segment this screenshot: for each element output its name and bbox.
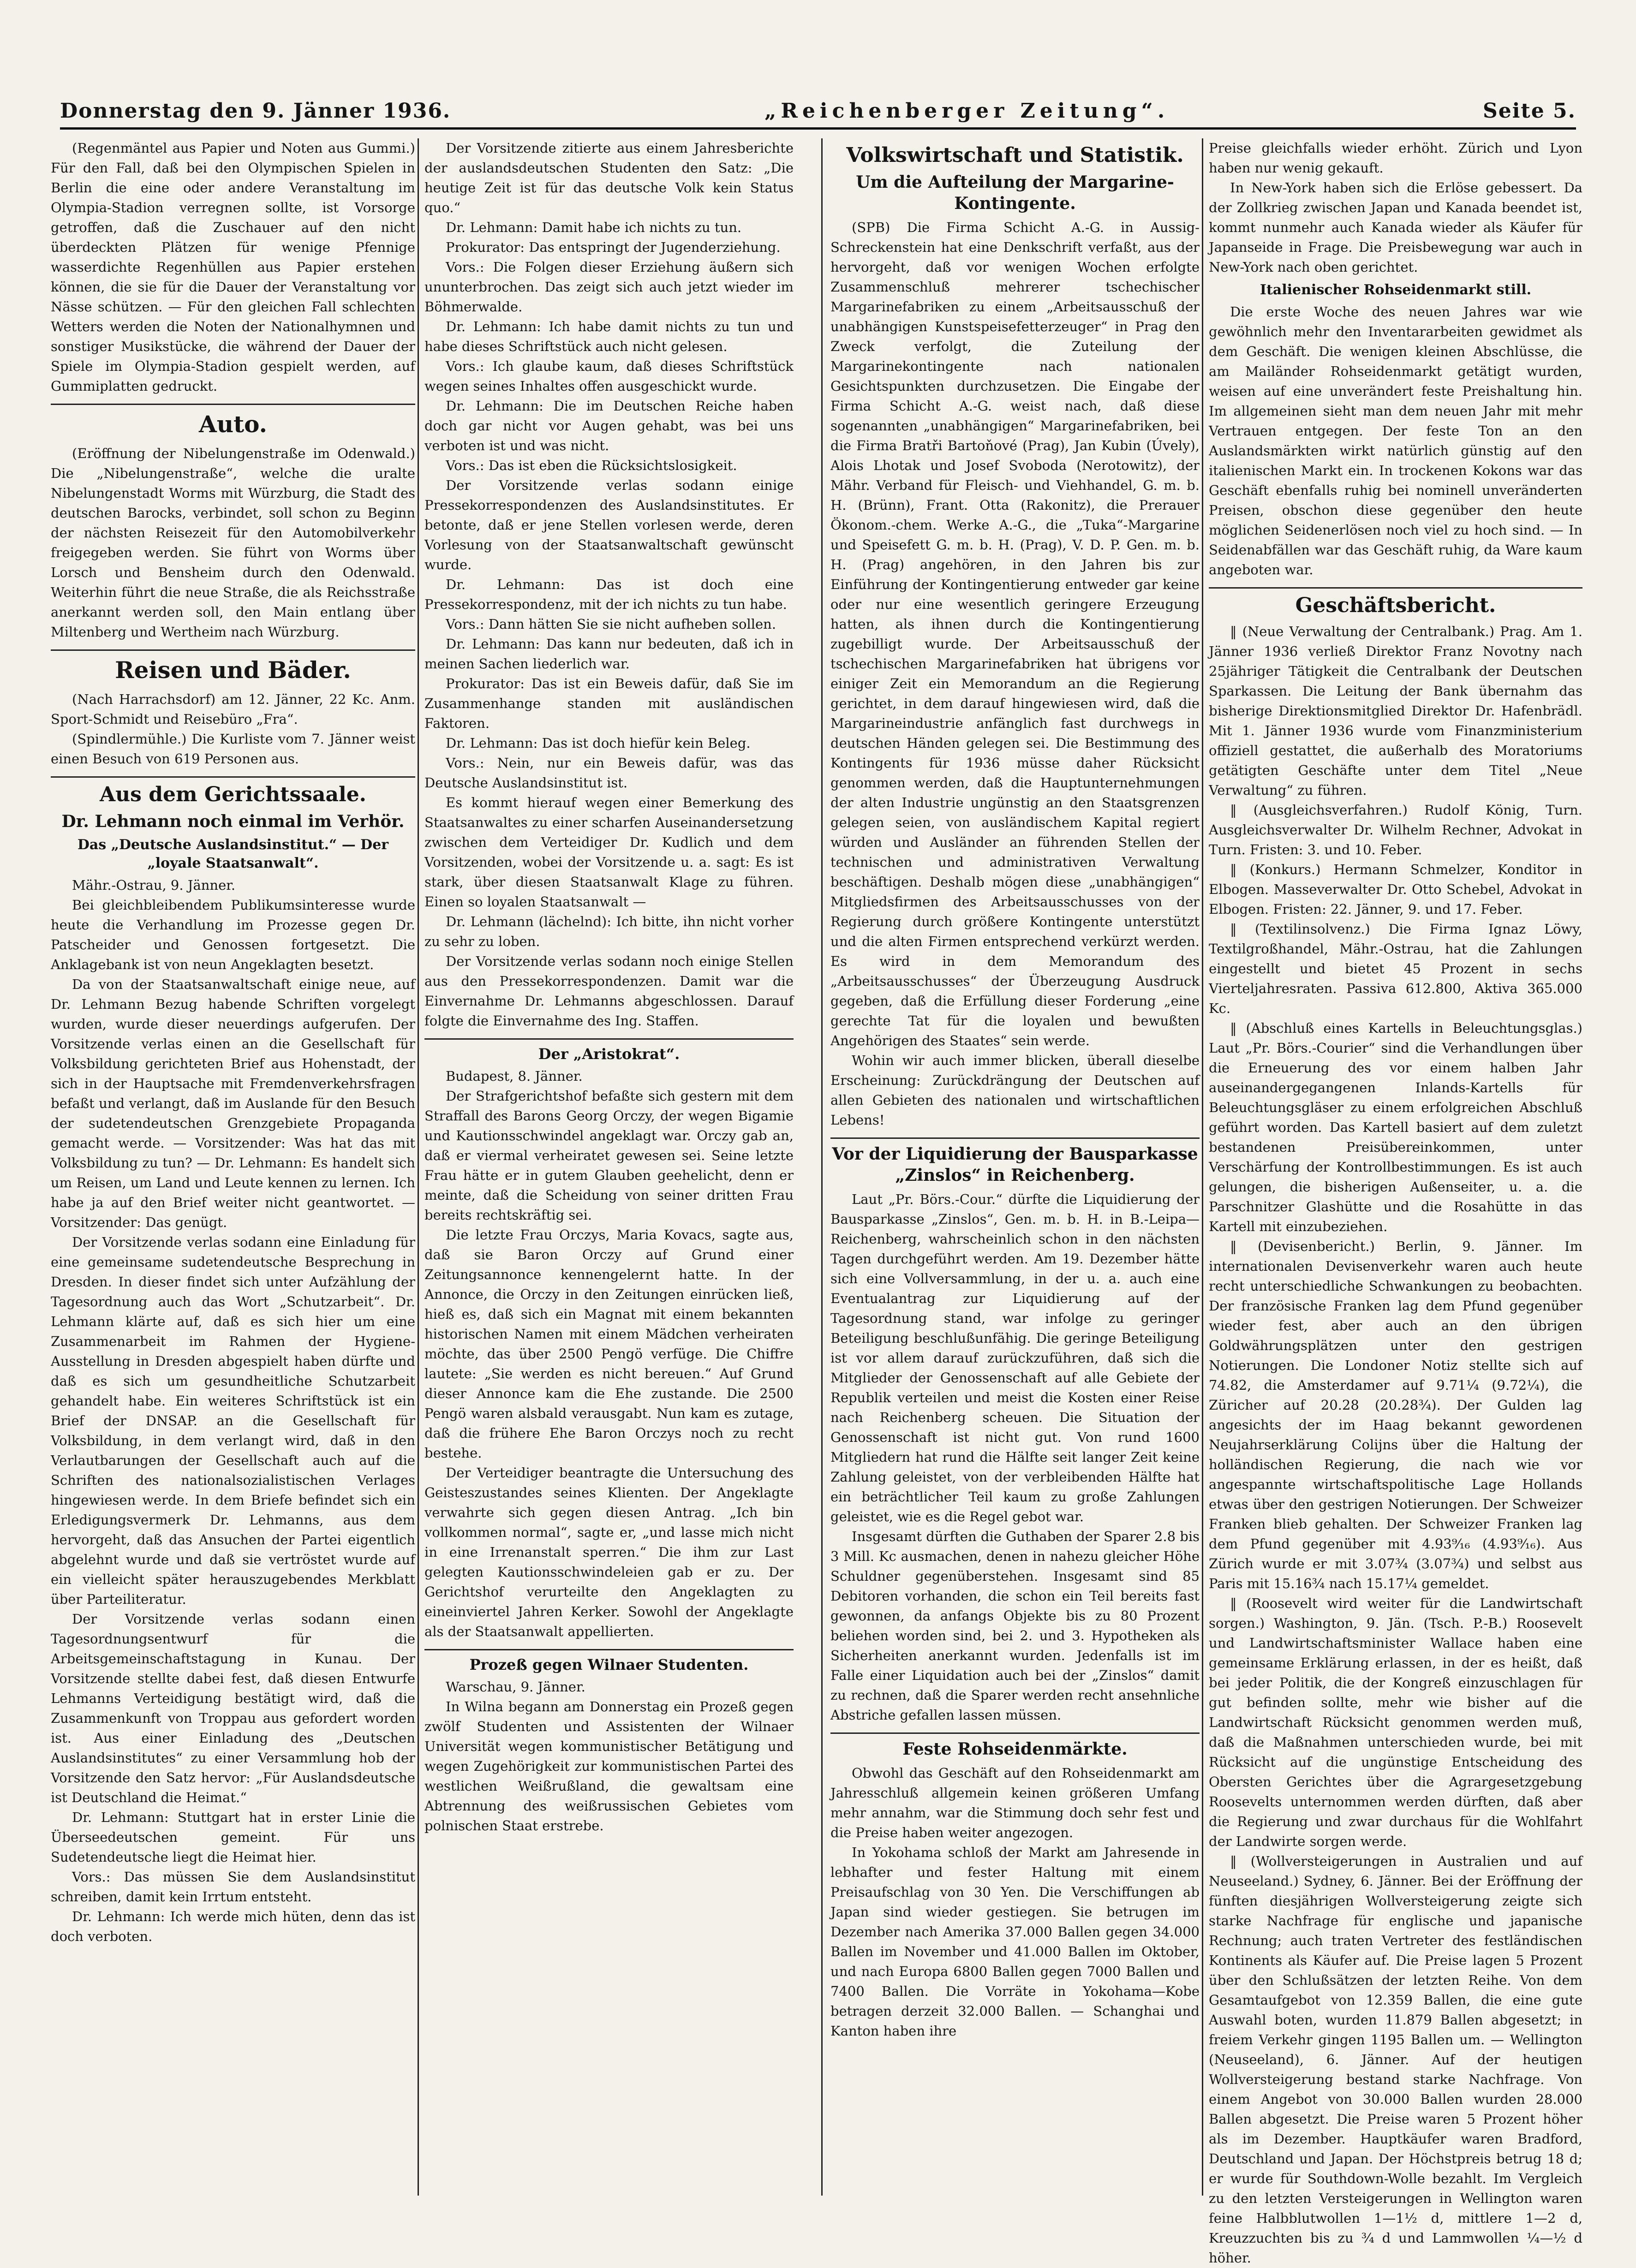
paragraph: Da von der Staatsanwaltschaft einige neue, auf Dr. Lehmann Bezug habende Schriften vorgelegt wurden, wurde dieser neuerdings aufgerufen. Der Vorsitzende verlas einen an die Gesellschaft für Volksbildung gerichteten Brief aus Hohenstadt, der sich in der Hauptsache mit Fremdenverkehrsfragen befaßt und verlangt, daß im Auslande für den Besuch der sudetendeutschen Grenzgebiete Propaganda gemacht werde. — Vorsitzender: Was hat das mit Volksbildung zu tun? — Dr. Lehmann: Es handelt sich um Reisen, um Land und Leute kennen zu lernen. Ich habe ja auf den Brief weiter nicht geantwortet. — Vorsitzender: Das genügt. bbox=[51, 976, 415, 1230]
paragraph: Bei gleichbleibendem Publikumsinteresse wurde heute die Verhandlung im Prozesse gegen Dr. Patscheider und Genossen fortgesetzt. Die Anklagebank ist von neun Angeklagten besetzt. bbox=[51, 897, 415, 972]
paragraph: Wohin wir auch immer blicken, überall dieselbe Erscheinung: Zurückdrängung der Deutschen auf allen Gebieten des nationalen und wirtschaftlichen Lebens! bbox=[830, 1053, 1200, 1128]
paragraph: In Yokohama schloß der Markt am Jahresende in lebhafter und fester Haltung mit einem Preisaufschlag von 30 Yen. Die Verschiffungen ab Japan sind wieder gestiegen. Sie betrugen im Dezember nach Amerika 37.000 Ballen gegen 34.000 Ballen im November und 41.000 Ballen im Oktober, und nach Europa 6800 Ballen gegen 7000 Ballen und 7400 Ballen. Die Vorräte in Yokohama—Kobe betragen derzeit 32.000 Ballen. — Schanghai und Kanton haben ihre bbox=[830, 1845, 1200, 2039]
header-date: Donnerstag den 9. Jänner 1936. bbox=[60, 99, 451, 123]
paragraph: Insgesamt dürften die Guthaben der Sparer 2.8 bis 3 Mill. Kc ausmachen, denen in nahezu gleicher Höhe Schuldner gegenüberstehen. Insgesamt sind 85 Debitoren vorhanden, die schon ein Teil bereits fast gewonnen, da anfangs Objekte bis zu 80 Prozent beliehen worden sind, bei 2. und 3. Hypotheken als Sicherheiten anerkannt wurden. Jedenfalls ist im Falle einer Liquidation auch bei der „Zinslos“ damit zu rechnen, daß die Sparer werden recht ansehnliche Abstriche gefallen lassen müssen. bbox=[830, 1529, 1200, 1723]
paragraph: Dr. Lehmann: Die im Deutschen Reiche haben doch gar nicht vor Augen gehabt, was bei uns verboten ist und was nicht. bbox=[424, 398, 794, 453]
section-heading-geschaeftsbericht: Geschäftsbericht. bbox=[1295, 594, 1496, 617]
section-heading-gerichtssaal: Aus dem Gerichtssaale. bbox=[99, 783, 366, 806]
paragraph: Laut „Pr. Börs.-Cour.“ dürfte die Liquidierung der Bausparkasse „Zinslos“, Gen. m. b. H. in B.-Leipa—Reichenberg, wahrscheinlich schon in den nächsten Tagen durchgeführt werden. Am 19. Dezember hätte sich eine Vollversammlung, in der u. a. auch eine Eventualantrag zur Liquidierung auf der Tagesordnung stand, war infolge zu geringer Beteiligung beschlußunfähig. Die geringe Beteiligung ist vor allem darauf zurückzuführen, daß sich die Mitglieder der Genossenschaft auf alle Gebiete der Republik verteilen und meist die Kosten einer Reise nach Reichenberg scheuen. Die Situation der Genossenschaft ist nicht gut. Von rund 1600 Mitgliedern hat rund die Hälfte seit langer Zeit keine Zahlung geleistet, von der verbleibenden Hälfte hat ein beträchtlicher Teil kaum zu große Zahlungen geleistet, wie es die Regel gebot war. bbox=[830, 1191, 1200, 1524]
paragraph: Prokurator: Das entspringt der Jugenderziehung. bbox=[446, 239, 781, 255]
paragraph: ‖ (Neue Verwaltung der Centralbank.) Prag. Am 1. Jänner 1936 verließ Direktor Franz Novotny nach 25jähriger Tätigkeit die Centralbank der Deutschen Sparkassen. Die Leitung der Bank übernahm das bisherige Direktionsmitglied Direktor Dr. Hafenbrädl. Mit 1. Jänner 1936 wurde vom Finanzministerium offiziell gestattet, die außerhalb des Moratoriums getätigten Geschäfte unter dem Titel „Neue Verwaltung“ zu führen. bbox=[1209, 624, 1582, 798]
section-heading-reisen: Reisen und Bäder. bbox=[115, 656, 351, 684]
paragraph: ‖ (Abschluß eines Kartells in Beleuchtungsglas.) Laut „Pr. Börs.-Courier“ sind die Verhandlungen über die Erneuerung des vor einem halben Jahr auseinandergegangenen Inlands-Kartells für Beleuchtungsgläser zu einem erfolgreichen Abschluß geführt worden. Das Kartell basiert auf dem zuletzt bestandenen Preisübereinkommen, unter Verschärfung der Kontrollbestimmungen. Es ist auch gelungen, die bisherigen Außenseiter, u. a. die Parschnitzer Glashütte und die Rosahütte in das Kartell mit einzubeziehen. bbox=[1209, 1020, 1582, 1234]
paragraph: ‖ (Roosevelt wird weiter für die Landwirtschaft sorgen.) Washington, 9. Jän. (Tsch. P.-B.) Roosevelt und Landwirtschaftsminister Wallace haben eine gemeinsame Erklärung erlassen, in der es heißt, daß bei jeder Politik, die der Kongreß einzuschlagen für gut befinden sollte, mehr wie bisher auf die Landwirtschaft Rücksicht genommen werden muß, daß die Maßnahmen unterschieden wurde, bei mit Rücksicht auf die ungünstige Entscheidung des Obersten Gerichtes über die Agrargesetzgebung Roosevelts unternommen werden dürften, daß aber die Regierung und zwar durchaus für die Wohlfahrt der Landwirte sorgen werde. bbox=[1209, 1595, 1582, 1849]
column-1 bbox=[51, 138, 415, 2196]
paragraph: Preise gleichfalls wieder erhöht. Zürich und Lyon haben nur wenig gekauft. bbox=[1209, 140, 1582, 176]
paragraph: ‖ (Textilinsolvenz.) Die Firma Ignaz Löwy, Textilgroßhandel, Mähr.-Ostrau, hat die Zahlungen eingestellt und bietet 45 Prozent in sechs Vierteljahresraten. Passiva 612.800, Aktiva 365.000 Kc. bbox=[1209, 921, 1582, 1016]
divider bbox=[424, 1649, 794, 1650]
dateline: Warschau, 9. Jänner. bbox=[446, 1679, 585, 1695]
paragraph: (SPB) Die Firma Schicht A.-G. in Aussig-Schreckenstein hat eine Denkschrift verfaßt, aus der hervorgeht, daß vor wenigen Wochen erfolgte Zusammenschluß mehrerer tschechischer Margarinefabriken zu einem „Arbeitsausschuß der unabhängigen Kunstspeisefetterzeuger“ in Prag den Zweck verfolgt, die Zuteilung der Margarinekontingente nach nationalen Gesichtspunkten durchzusetzen. Die Eingabe der Firma Schicht A.-G. weist nach, daß diese sogenannten „unabhängigen“ Margarinefabriken, bei die Firma Bratři Bartoňové (Prag), Jan Kubin (Úvely), Alois Lhotak und Josef Svoboda (Nerotowitz), der Mähr. Verband für Fleisch- und Viehhandel, G. m. b. H. (Brünn), Frant. Otta (Rakonitz), die Prerauer Ökonom.-chem. Werke A.-G., die „Tuka“-Margarine und Speisefett G. m. b. H. (Prag), V. D. P. Gen. m. b. H. (Prag) angehören, in den Jahren bis zur Einführung der Kontingentierung entweder gar keine oder nur eine wesentlich geringere Erzeugung hatten, als ihnen durch die Kontingentierung zugebilligt wurde. Der Arbeitsausschuß der tschechischen Margarinefabriken hat übrigens vor einiger Zeit ein Memorandum an die Regierung gerichtet, in dem darauf hingewiesen wird, daß die Margarineindustrie anfänglich fast durchwegs in deutschen Händen gelegen sei. Die Bestimmung des Kontingents für 1936 müsse daher Rücksicht genommen werden, daß die Hauptunternehmungen der alten Industrie ungünstig an den Staatsgrenzen gelegen seien, von ausländischem Kapital regiert würden und Ausländer an führenden Stellen der technischen und administrativen Verwaltung beschäftigen. Deshalb mögen diese „unabhängigen“ Mitgliedsfirmen des Arbeitsausschusses von der Regierung durch größere Kontingente unterstützt und die alten Firmen entsprechend verkürzt werden. Es wird in dem Memorandum des „Arbeitsausschusses“ der Überzeugung Ausdruck gegeben, daß die Erfüllung dieser Forderung „eine gerechte Tat für die loyalen und bewußten Angehörigen des Staates“ sein werde. bbox=[830, 220, 1200, 1048]
paragraph: Vors.: Die Folgen dieser Erziehung äußern sich ununterbrochen. Das zeigt sich auch jetzt wieder im Böhmerwalde. bbox=[424, 259, 794, 315]
paragraph: Vors.: Nein, nur ein Beweis dafür, was das Deutsche Auslandsinstitut ist. bbox=[424, 755, 794, 791]
paragraph: Vors.: Das ist eben die Rücksichtslosigkeit. bbox=[446, 458, 737, 473]
paragraph: Dr. Lehmann: Das ist doch hiefür kein Beleg. bbox=[446, 735, 751, 751]
paragraph: Der Verteidiger beantragte die Untersuchung des Geisteszustandes seines Klienten. Der Angeklagte verwahrte sich gegen diesen Antrag. „Ich bin vollkommen normal“, sagte er, „und lasse mich nicht in eine Irrenanstalt sperren.“ Die ihm zur Last gelegten Kautionsschwindeleien gab er zu. Der Gerichtshof verurteilte den Angeklagten zu eineinviertel Jahren Kerker. Sowohl der Angeklagte als der Staatsanwalt appellierten. bbox=[424, 1465, 794, 1639]
column-rule bbox=[821, 138, 823, 2196]
column-4 bbox=[1209, 138, 1582, 2266]
paragraph: Dr. Lehmann: Das ist doch eine Pressekorrespondenz, mit der ich nichts zu tun habe. bbox=[424, 577, 794, 612]
headline-italienischer-rohseidenmarkt: Italienischer Rohseidenmarkt still. bbox=[1260, 282, 1532, 298]
divider bbox=[830, 1732, 1200, 1734]
paragraph: Der Strafgerichtshof befaßte sich gestern mit dem Straffall des Barons Georg Orczy, der wegen Bigamie und Kautionsschwindel angeklagt war. Orczy gab an, daß er viermal verheiratet gewesen sei. Seine letzte Frau hätte er in gutem Glauben geehelicht, denn er meinte, daß die Scheidung von seiner dritten Frau bereits rechtskräftig sei. bbox=[424, 1088, 794, 1223]
paragraph: Der Vorsitzende verlas sodann eine Einladung für eine gemeinsame sudetendeutsche Besprechung in Dresden. In dieser findet sich unter Aufzählung der Tagesordnung auch das Wort „Schutzarbeit“. Dr. Lehmann klärte auf, daß es sich hier um eine Zusammenarbeit im Rahmen der Hygiene-Ausstellung in Dresden abgespielt haben dürfte und daß es sich um gesundheitliche Schutzarbeit gehandelt habe. Ein weiteres Schriftstück ist ein Brief der DNSAP. an die Gesellschaft für Volksbildung, in dem verlangt wird, daß in den Verlautbarungen der Gesellschaft auch auf die Schriften des nationalsozialistischen Verlages hingewiesen werde. In dem Briefe befindet sich ein Erledigungsvermerk Dr. Lehmanns, aus dem hervorgeht, daß das Ansuchen der Partei eigentlich abgelehnt wurde und daß sie vertröstet wurde auf ein vielleicht später herauszugebendes Merkblatt über Parteiliteratur. bbox=[51, 1234, 415, 1607]
dateline: Budapest, 8. Jänner. bbox=[446, 1068, 583, 1084]
section-heading-volkswirtschaft: Volkswirtschaft und Statistik. bbox=[846, 143, 1184, 167]
divider bbox=[424, 1038, 794, 1040]
paragraph: Dr. Lehmann (lächelnd): Ich bitte, ihn nicht vorher zu sehr zu loben. bbox=[424, 914, 794, 949]
paragraph: Es kommt hierauf wegen einer Bemerkung des Staatsanwaltes zu einer scharfen Auseinandersetzung zwischen dem Verteidiger Dr. Kudlich und dem Vorsitzenden, wobei der Vorsitzende u. a. sagt: Es ist stark, über diesen Staatsanwalt Klage zu führen. Einen so loyalen Staatsanwalt — bbox=[424, 795, 794, 910]
paragraph: Der Vorsitzende zitierte aus einem Jahresberichte der auslandsdeutschen Studenten den Satz: „Die heutige Zeit ist für das deutsche Volk kein Status quo.“ bbox=[424, 140, 794, 215]
paragraph: Vors.: Dann hätten Sie sie nicht aufheben sollen. bbox=[446, 616, 776, 632]
paragraph: In Wilna begann am Donnerstag ein Prozeß gegen zwölf Studenten und Assistenten der Wilnaer Universität wegen kommunistischer Betätigung und wegen Zugehörigkeit zur kommunistischen Partei des westlichen Weißrußland, die gewaltsam eine Abtrennung des weißrussischen Gebietes vom polnischen Staat erstrebe. bbox=[424, 1699, 794, 1833]
column-rule bbox=[1202, 138, 1203, 2196]
headline-margarine: Um die Aufteilung der Margarine-Kontingente. bbox=[856, 173, 1174, 213]
article-regenmaentel: (Regenmäntel aus Papier und Noten aus Gummi.) Für den Fall, daß bei den Olympischen Spielen in Berlin die eine oder andere Veranstaltung im Olympia-Stadion verregnen sollte, ist Vorsorge getroffen, daß die Zuschauer auf den nicht überdeckten Plätzen für wenige Pfennige wasserdichte Regenhüllen aus Papier erstehen können, die sie für die Dauer der Veranstaltung vor Nässe schützen. — Für den gleichen Fall schlechten Wetters werden die Noten der Nationalhymnen und sonstiger Musikstücke, die während der Dauer der Spiele im Olympia-Stadion gespielt werden, auf Gummiplatten gedruckt. bbox=[51, 140, 415, 394]
divider bbox=[51, 649, 415, 651]
paragraph: Die letzte Frau Orczys, Maria Kovacs, sagte aus, daß sie Baron Orczy auf Grund einer Zeitungsannonce kennengelernt hatte. In der Annonce, die Orczy in den Zeitungen einrücken ließ, hieß es, daß sich ein Magnat mit einem bekannten historischen Namen mit einem Mädchen verheiraten möchte, das über 2500 Pengö verfüge. Die Chiffre lautete: „Sie werden es nicht bereuen.“ Auf Grund dieser Annonce kam die Ehe zustande. Die 2500 Pengö waren alsbald verausgabt. Nun kam es zutage, daß die frühere Ehe Baron Orczys noch zu recht bestehe. bbox=[424, 1227, 794, 1461]
paragraph: ‖ (Wollversteigerungen in Australien und auf Neuseeland.) Sydney, 6. Jänner. Bei der Eröffnung der fünften diesjährigen Wollversteigerung zeigte sich starke Nachfrage für englische und japanische Rechnung; auch traten Vertreter des festländischen Kontinents als Käufer auf. Die Preise lagen 5 Prozent über den Schlußsätzen der letzten Reihe. Von dem Gesamtaufgebot von 12.359 Ballen, die eine gute Auswahl boten, wurden 11.879 Ballen abgesetzt; in freiem Verkehr gingen 1195 Ballen um. — Wellington (Neuseeland), 6. Jänner. Auf der heutigen Wollversteigerung bestand starke Nachfrage. Von einem Angebot von 30.000 Ballen wurden 28.000 Ballen abgesetzt. Die Preise waren 5 Prozent höher als im Dezember. Hauptkäufer waren Bradford, Deutschland und Japan. Der Höchstpreis betrug 18 d; er wurde für Southdown-Wolle bezahlt. Im Vergleich zu den letzten Versteigerungen in Wellington waren feine Halbblutwollen 1—1½ d, mittlere 1—2 d, Kreuzzuchten bis zu ¾ d und Lammwollen ¼—½ d höher. bbox=[1209, 1853, 1582, 2266]
divider bbox=[51, 404, 415, 405]
column-2 bbox=[424, 138, 794, 2196]
header-page-number: Seite 5. bbox=[1482, 99, 1576, 123]
divider bbox=[51, 776, 415, 778]
article-spindlermuehle: (Spindlermühle.) Die Kurliste vom 7. Jänner weist einen Besuch von 619 Personen aus. bbox=[51, 731, 415, 767]
paragraph: Dr. Lehmann: Stuttgart hat in erster Linie die Überseedeutschen gemeint. Für uns Sudetendeutsche liegt die Heimat hier. bbox=[51, 1810, 415, 1865]
paragraph: Der Vorsitzende verlas sodann einige Pressekorrespondenzen des Auslandsinstitutes. Er betonte, daß er jene Stellen vorlesen werde, deren Vorlesung von der Staatsanwaltschaft gewünscht wurde. bbox=[424, 477, 794, 572]
headline-aristokrat: Der „Aristokrat“. bbox=[538, 1045, 680, 1063]
headline-lehmann: Dr. Lehmann noch einmal im Verhör. bbox=[61, 812, 405, 831]
paragraph: Die erste Woche des neuen Jahres war wie gewöhnlich mehr den Inventararbeiten gewidmet als dem Geschäft. Die wenigen kleinen Abschlüsse, die am Mailänder Rohseidenmarkt getätigt wurden, weisen auf eine unverändert feste Preishaltung hin. Im allgemeinen sieht man dem neuen Jahr mit mehr Vertrauen entgegen. Der feste Ton an den Auslandsmärkten wirkt natürlich günstig auf den italienischen Markt ein. In trockenen Kokons war das Geschäft ebenfalls ruhig bei nominell unveränderten Preisen, obschon diese gegenüber den heute möglichen Seidenerlösen noch viel zu hoch sind. — In Seidenabfällen war das Geschäft ruhig, da Ware kaum angeboten war. bbox=[1209, 304, 1582, 577]
divider bbox=[830, 1137, 1200, 1139]
paragraph: Dr. Lehmann: Ich werde mich hüten, denn das ist doch verboten. bbox=[51, 1909, 415, 1944]
paragraph: ‖ (Konkurs.) Hermann Schmelzer, Konditor in Elbogen. Masseverwalter Dr. Otto Schebel, Advokat in Elbogen. Fristen: 22. Jänner, 9. und 17. Feber. bbox=[1209, 862, 1582, 917]
paragraph: Der Vorsitzende verlas sodann einen Tagesordnungsentwurf für die Arbeitsgemeinschaftstagung in Kunau. Der Vorsitzende stellte dabei fest, daß diesen Entwurfe Lehmanns Verteidigung bestätigt wird, daß die Zusammenkunft von Troppau aus gefordert worden ist. Aus einer Einladung des „Deutschen Auslandsinstitutes“ zu einer Versammlung hob der Vorsitzende den Satz hervor: „Für Auslandsdeutsche ist Deutschland die Heimat.“ bbox=[51, 1611, 415, 1805]
column-rule bbox=[418, 138, 419, 2196]
paragraph: Obwohl das Geschäft auf den Rohseidenmarkt am Jahresschluß allgemein keinen größeren Umfang mehr annahm, war die Stimmung doch sehr fest und die Preise haben weiter angezogen. bbox=[830, 1765, 1200, 1840]
headline-rohseidenmaerkte: Feste Rohseidenmärkte. bbox=[902, 1739, 1128, 1759]
paragraph: Dr. Lehmann: Damit habe ich nichts zu tun. bbox=[446, 220, 742, 235]
headline-prozess-wilna: Prozeß gegen Wilnaer Studenten. bbox=[469, 1656, 749, 1673]
article-nibelungenstrasse: (Eröffnung der Nibelungenstraße im Odenwald.) Die „Nibelungenstraße“, welche die uralte Nibelungenstadt Worms mit Würzburg, die Stadt des deutschen Barocks, verbindet, soll schon zu Beginn der nächsten Reisezeit für den Automobilverkehr freigegeben werden. Sie führt von Worms über Lorsch und Bensheim durch den Odenwald. Weiterhin führt die neue Straße, die als Reichsstraße anerkannt werden soll, den Main entlang über Miltenberg und Wertheim nach Würzburg. bbox=[51, 446, 415, 640]
paragraph: Dr. Lehmann: Das kann nur bedeuten, daß ich in meinen Sachen liederlich war. bbox=[424, 636, 794, 672]
divider bbox=[1209, 587, 1582, 589]
paragraph: Prokurator: Das ist ein Beweis dafür, daß Sie im Zusammenhange standen mit ausländischen Faktoren. bbox=[424, 676, 794, 731]
paragraph: Vors.: Das müssen Sie dem Auslandsinstitut schreiben, damit kein Irrtum entsteht. bbox=[51, 1869, 415, 1905]
paragraph: Vors.: Ich glaube kaum, daß dieses Schriftstück wegen seines Inhaltes offen ausgeschickt wurde. bbox=[424, 358, 794, 394]
header-newspaper-title: „Reichenberger Zeitung“. bbox=[764, 99, 1170, 123]
paragraph: ‖ (Devisenbericht.) Berlin, 9. Jänner. Im internationalen Devisenverkehr waren auch heute recht unterschiedliche Schwankungen zu beobachten. Der französische Franken lag dem Pfund gegenüber wieder fest, aber auch an den übrigen Goldwährungsplätzen unter den gestrigen Notierungen. Die Londoner Notiz stellte sich auf 74.82, die Amsterdamer auf 9.71¼ (9.72¼), die Züricher auf 20.28 (20.28¾). Der Gulden lag angesichts der im Haag bekannt gewordenen Neujahrserklärung Colijns über die Haltung der holländischen Regierung, die nach wie vor angespannte wirtschaftspolitische Lage Hollands etwas über den gestrigen Notierungen. Der Schweizer Franken blieb gehalten. Der Schweizer Franken lag dem Pfund gegenüber mit 4.93⁹⁄₁₆ (4.93⁹⁄₁₆). Aus Zürich wurde er mit 3.07¾ (3.07¾) und selbst aus Paris mit 15.16¾ nach 15.17¼ gemeldet. bbox=[1209, 1238, 1582, 1591]
dateline: Mähr.-Ostrau, 9. Jänner. bbox=[72, 877, 236, 893]
paragraph: Dr. Lehmann: Ich habe damit nichts zu tun und habe dieses Schriftstück auch nicht gelesen. bbox=[424, 319, 794, 354]
paragraph: ‖ (Ausgleichsverfahren.) Rudolf König, Turn. Ausgleichsverwalter Dr. Wilhelm Rechner, Advokat in Turn. Fristen: 3. und 10. Feber. bbox=[1209, 802, 1582, 857]
paragraph: Der Vorsitzende verlas sodann noch einige Stellen aus den Pressekorrespondenzen. Damit war die Einvernahme Dr. Lehmanns abgeschlossen. Darauf folgte die Einvernahme des Ing. Staffen. bbox=[424, 953, 794, 1029]
section-heading-auto: Auto. bbox=[198, 411, 268, 438]
article-harrachsdorf: (Nach Harrachsdorf) am 12. Jänner, 22 Kc. Anm. Sport-Schmidt und Reisebüro „Fra“. bbox=[51, 691, 415, 727]
page-header bbox=[60, 87, 1576, 130]
headline-bausparkasse: Vor der Liquidierung der Bausparkasse „Zinslos“ in Reichenberg. bbox=[832, 1144, 1198, 1185]
subheadline-lehmann: Das „Deutsche Auslandsinstitut.“ — Der „loyale Staatsanwalt“. bbox=[77, 837, 389, 871]
paragraph: In New-York haben sich die Erlöse gebessert. Da der Zollkrieg zwischen Japan und Kanada beendet ist, kommt nunmehr auch Kanada wieder als Käufer für Japanseide in Frage. Die Preisbewegung war auch in New-York nach oben gerichtet. bbox=[1209, 180, 1582, 275]
column-3 bbox=[830, 138, 1200, 2196]
